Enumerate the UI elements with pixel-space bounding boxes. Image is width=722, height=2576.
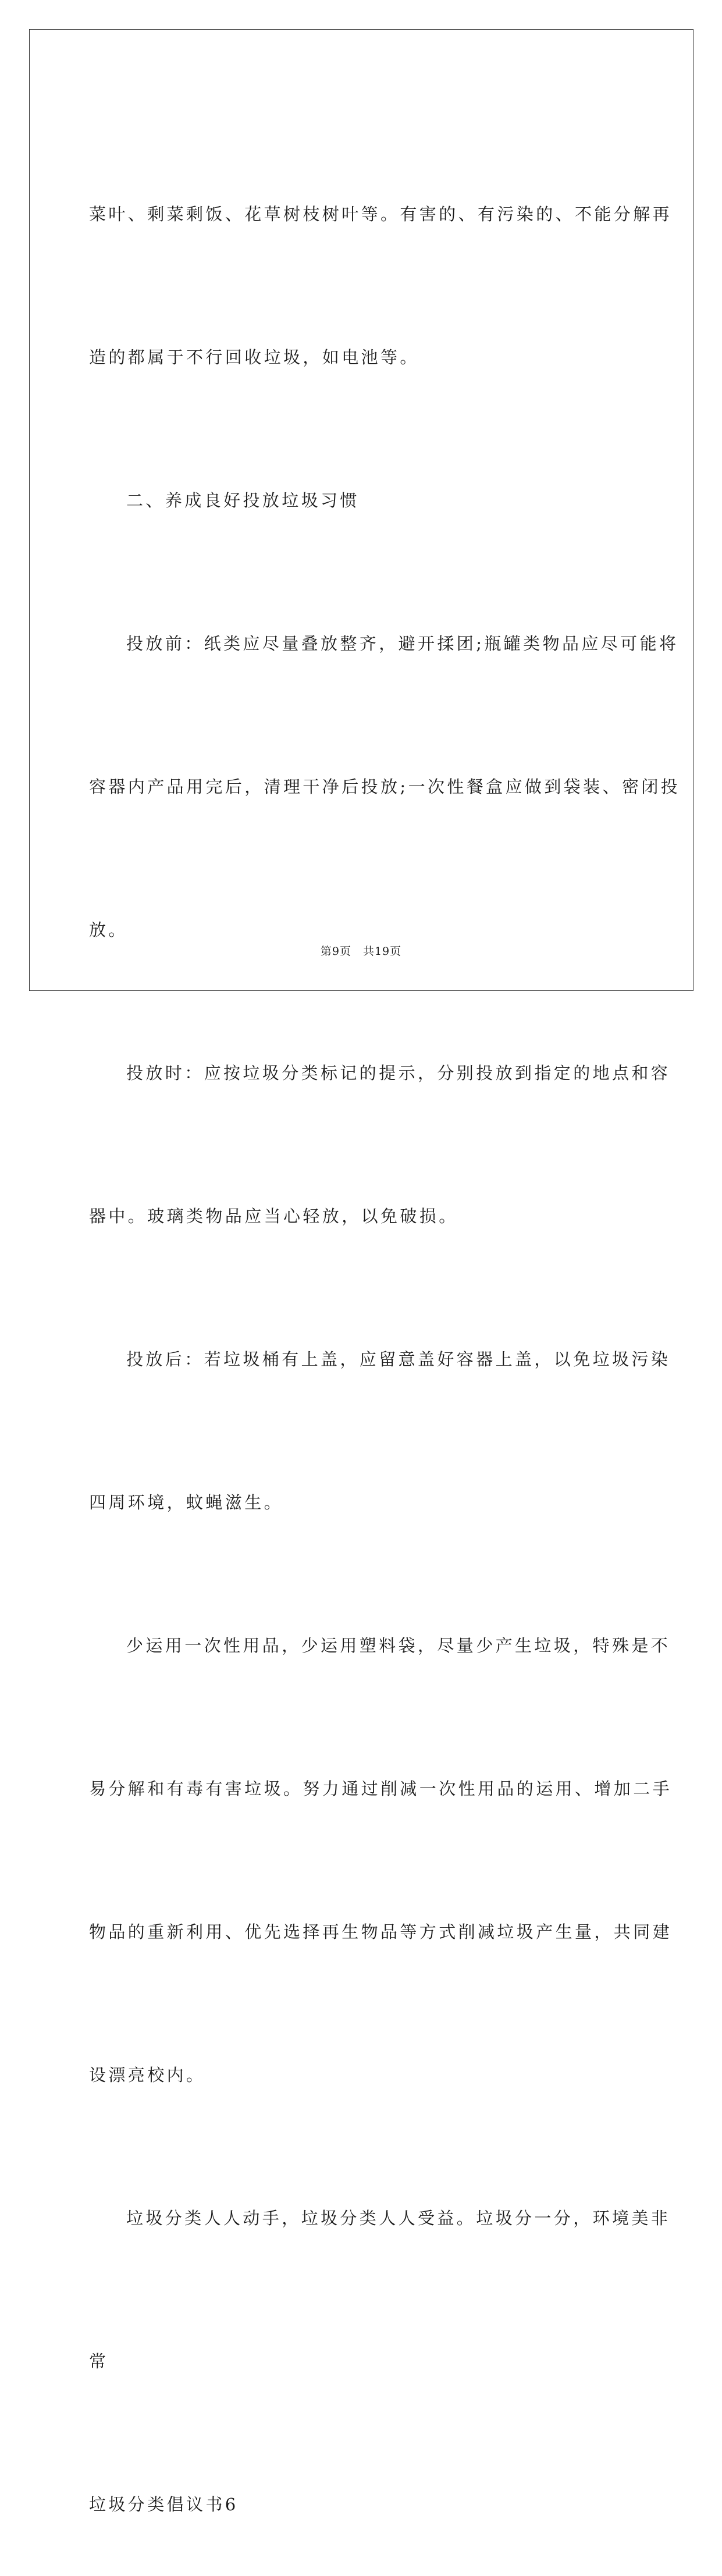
text-line: 易分解和有毒有害垃圾。努力通过削减一次性用品的运用、增加二手 [89,1779,673,1799]
text-line: 投放后：若垃圾桶有上盖，应留意盖好容器上盖，以免垃圾污染 [126,1349,671,1369]
document-body [89,95,681,2576]
text-line: 投放前：纸类应尽量叠放整齐，避开揉团;瓶罐类物品应尽可能将 [126,634,679,653]
text-line: 垃圾分类人人动手，垃圾分类人人受益。垃圾分一分，环境美非 [126,2208,671,2228]
text-line: 物品的重新利用、优先选择再生物品等方式削减垃圾产生量，共同建 [89,1922,673,1942]
text-line: 投放时：应按垃圾分类标记的提示，分别投放到指定的地点和容 [126,1063,671,1083]
section-heading: 二、养成良好投放垃圾习惯 [126,491,360,510]
page-number: 第9页 共19页 [320,945,402,958]
text-line: 四周环境，蚊蝇滋生。 [89,1493,284,1512]
document-title: 垃圾分类倡议书6 [89,2495,239,2514]
text-line: 容器内产品用完后，清理干净后投放;一次性餐盒应做到袋装、密闭投 [89,777,681,797]
text-line: 常 [89,2351,109,2371]
text-line: 设漂亮校内。 [89,2065,206,2085]
page-footer [0,943,722,958]
text-line: 器中。玻璃类物品应当心轻放，以免破损。 [89,1206,458,1226]
text-line: 菜叶、剩菜剩饭、花草树枝树叶等。有害的、有污染的、不能分解再 [89,204,673,224]
text-line: 少运用一次性用品，少运用塑料袋，尽量少产生垃圾，特殊是不 [126,1636,671,1655]
text-line: 放。 [89,920,128,940]
text-line: 造的都属于不行回收垃圾，如电池等。 [89,347,419,367]
